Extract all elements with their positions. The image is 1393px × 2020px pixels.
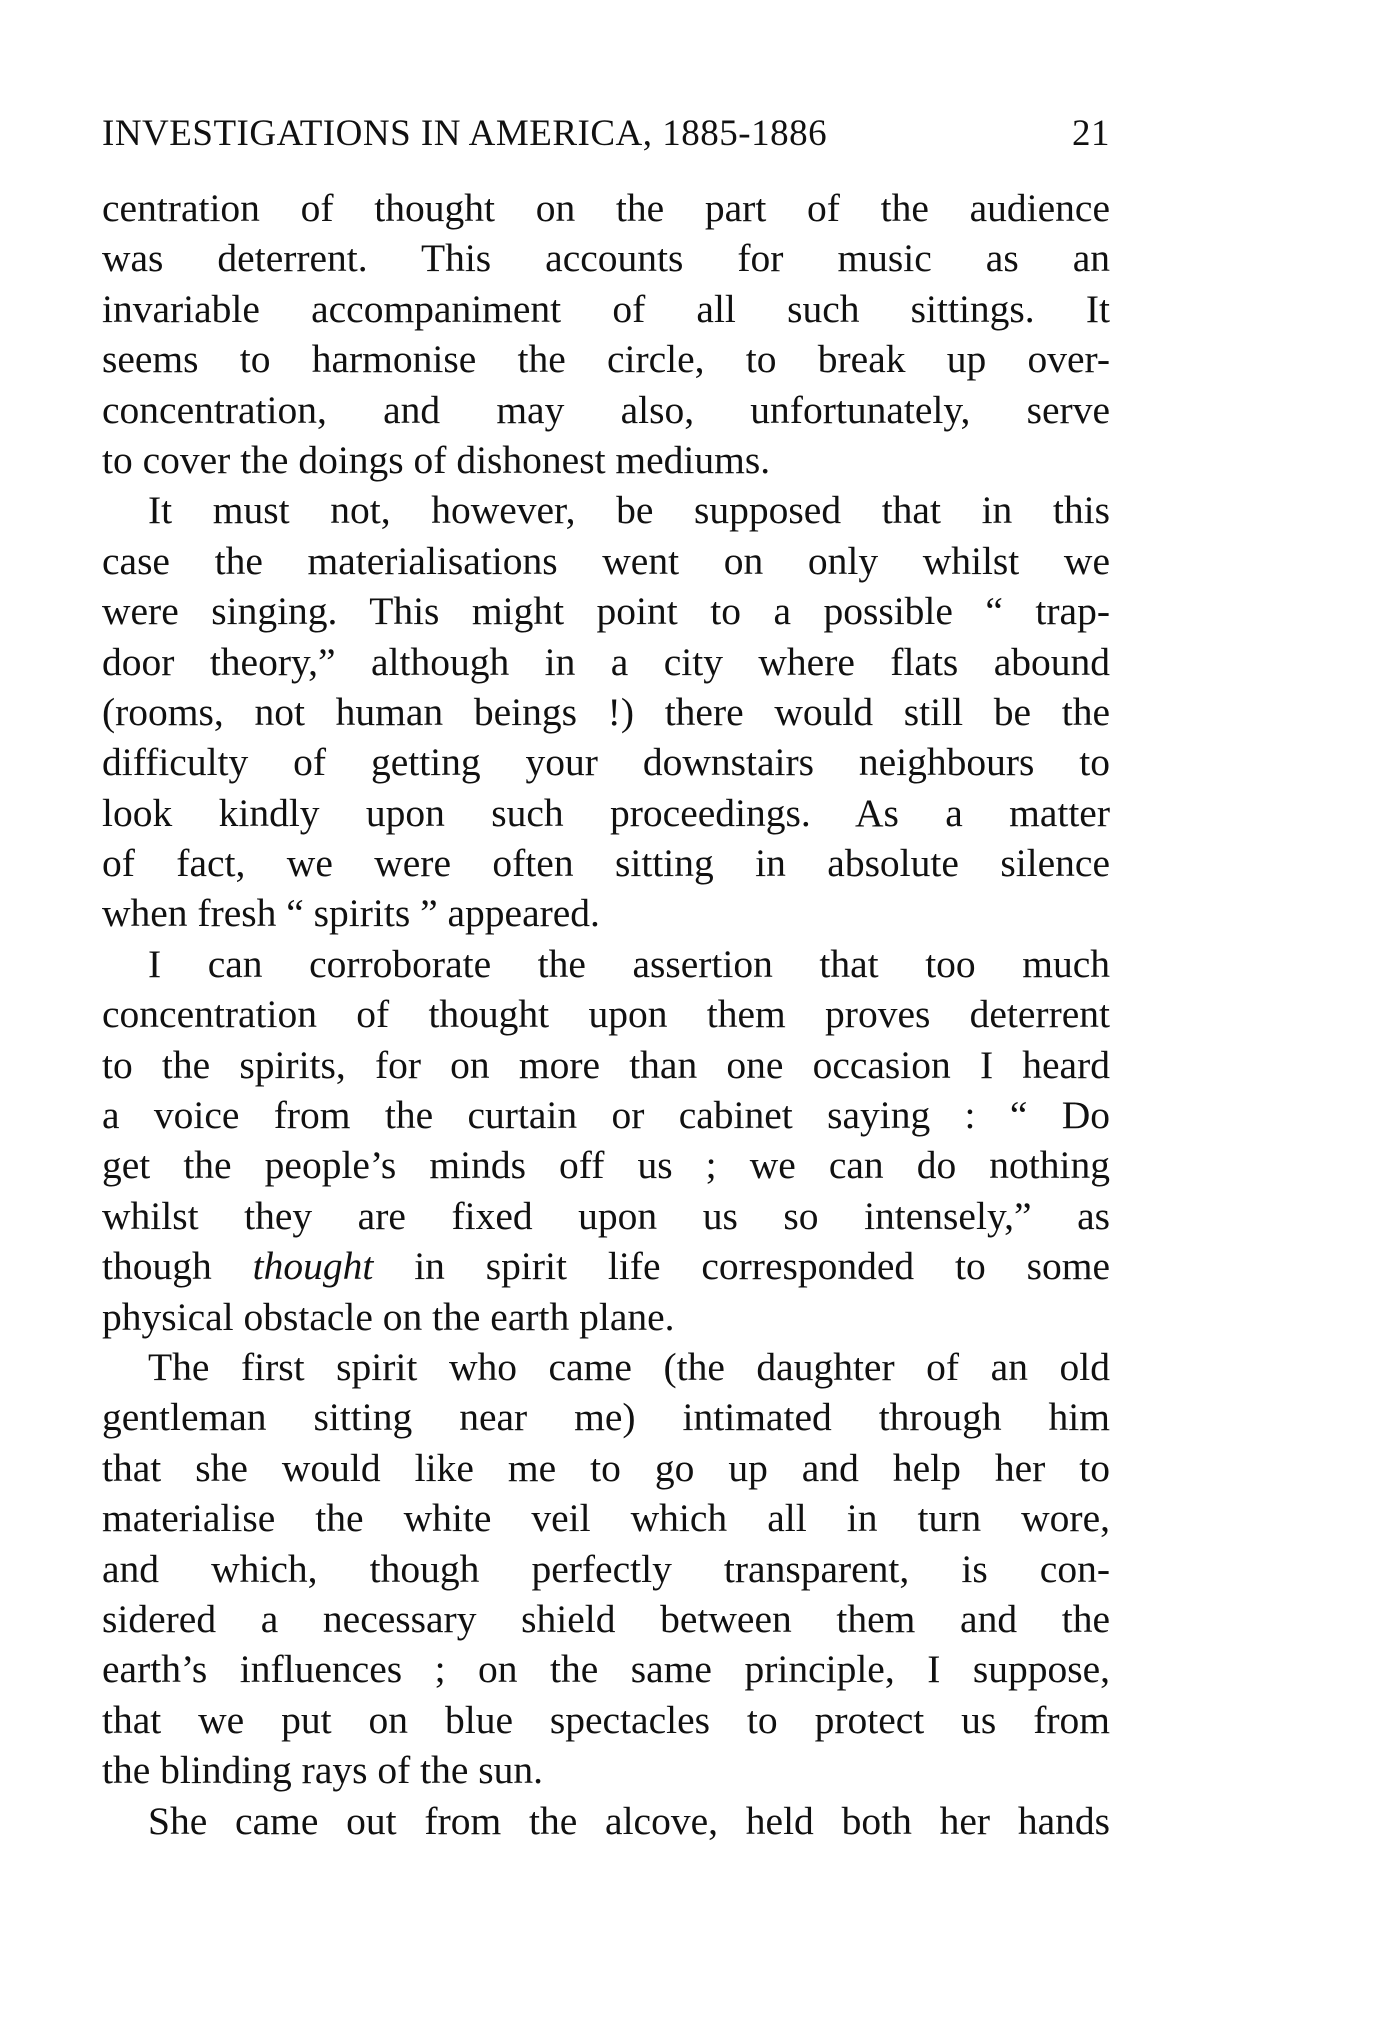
body-text <box>102 183 1110 1846</box>
running-header <box>102 112 1110 162</box>
text-line: were singing. This might point to a possible “ trap- <box>102 589 1110 634</box>
text-line: when fresh “ spirits ” appeared. <box>102 891 600 936</box>
paragraph <box>102 485 1110 939</box>
text-line: that we put on blue spectacles to protect us from <box>102 1697 1110 1742</box>
paragraph <box>102 1796 1110 1846</box>
text-line: It must not, however, be supposed that in this <box>148 488 1110 533</box>
text-line: to cover the doings of dishonest mediums. <box>102 437 771 482</box>
text-line: was deterrent. This accounts for music as an <box>102 236 1110 281</box>
text-line: of fact, we were often sitting in absolute silence <box>102 841 1110 886</box>
paragraph <box>102 939 1110 1342</box>
text-line: the blinding rays of the sun. <box>102 1748 544 1793</box>
text-line: I can corroborate the assertion that too much <box>148 941 1110 986</box>
text-line: The first spirit who came (the daughter of an old <box>148 1344 1110 1389</box>
paragraph <box>102 1342 1110 1796</box>
page-number: 21 <box>1072 113 1110 154</box>
text-line: look kindly upon such proceedings. As a matter <box>102 790 1110 835</box>
text-line: case the materialisations went on only whilst we <box>102 538 1110 583</box>
text-line: sidered a necessary shield between them and the <box>102 1596 1110 1641</box>
text-line: physical obstacle on the earth plane. <box>102 1294 675 1339</box>
text-line: whilst they are fixed upon us so intensely,” as <box>102 1193 1110 1238</box>
text-line: a voice from the curtain or cabinet saying : “ Do <box>102 1093 1110 1138</box>
text-line: concentration, and may also, unfortunately, serve <box>102 387 1110 432</box>
text-line: centration of thought on the part of the audience <box>102 186 1110 230</box>
text-line: seems to harmonise the circle, to break up over- <box>102 337 1110 382</box>
running-title: INVESTIGATIONS IN AMERICA, 1885-1886 <box>102 113 828 154</box>
text-line: concentration of thought upon them proves deterrent <box>102 992 1110 1037</box>
text-line: She came out from the alcove, held both her hands <box>148 1798 1110 1843</box>
text-line: (rooms, not human beings !) there would still be the <box>102 689 1110 734</box>
text-line: door theory,” although in a city where flats abound <box>102 639 1110 684</box>
text-line: materialise the white veil which all in turn wore, <box>102 1496 1110 1541</box>
text-line: and which, though perfectly transparent, is con- <box>102 1546 1110 1591</box>
text-line: get the people’s minds off us ; we can do nothing <box>102 1143 1110 1188</box>
text-line: that she would like me to go up and help her to <box>102 1445 1110 1490</box>
text-line: invariable accompaniment of all such sittings. It <box>102 286 1110 331</box>
text-line: to the spirits, for on more than one occasion I heard <box>102 1042 1110 1087</box>
text-line: difficulty of getting your downstairs neighbours to <box>102 740 1110 785</box>
text-line: though thought in spirit life corresponded to some <box>102 1244 1110 1289</box>
text-line: earth’s influences ; on the same principle, I suppose, <box>102 1647 1110 1692</box>
text-line: gentleman sitting near me) intimated through him <box>102 1395 1110 1440</box>
paragraph <box>102 183 1110 485</box>
